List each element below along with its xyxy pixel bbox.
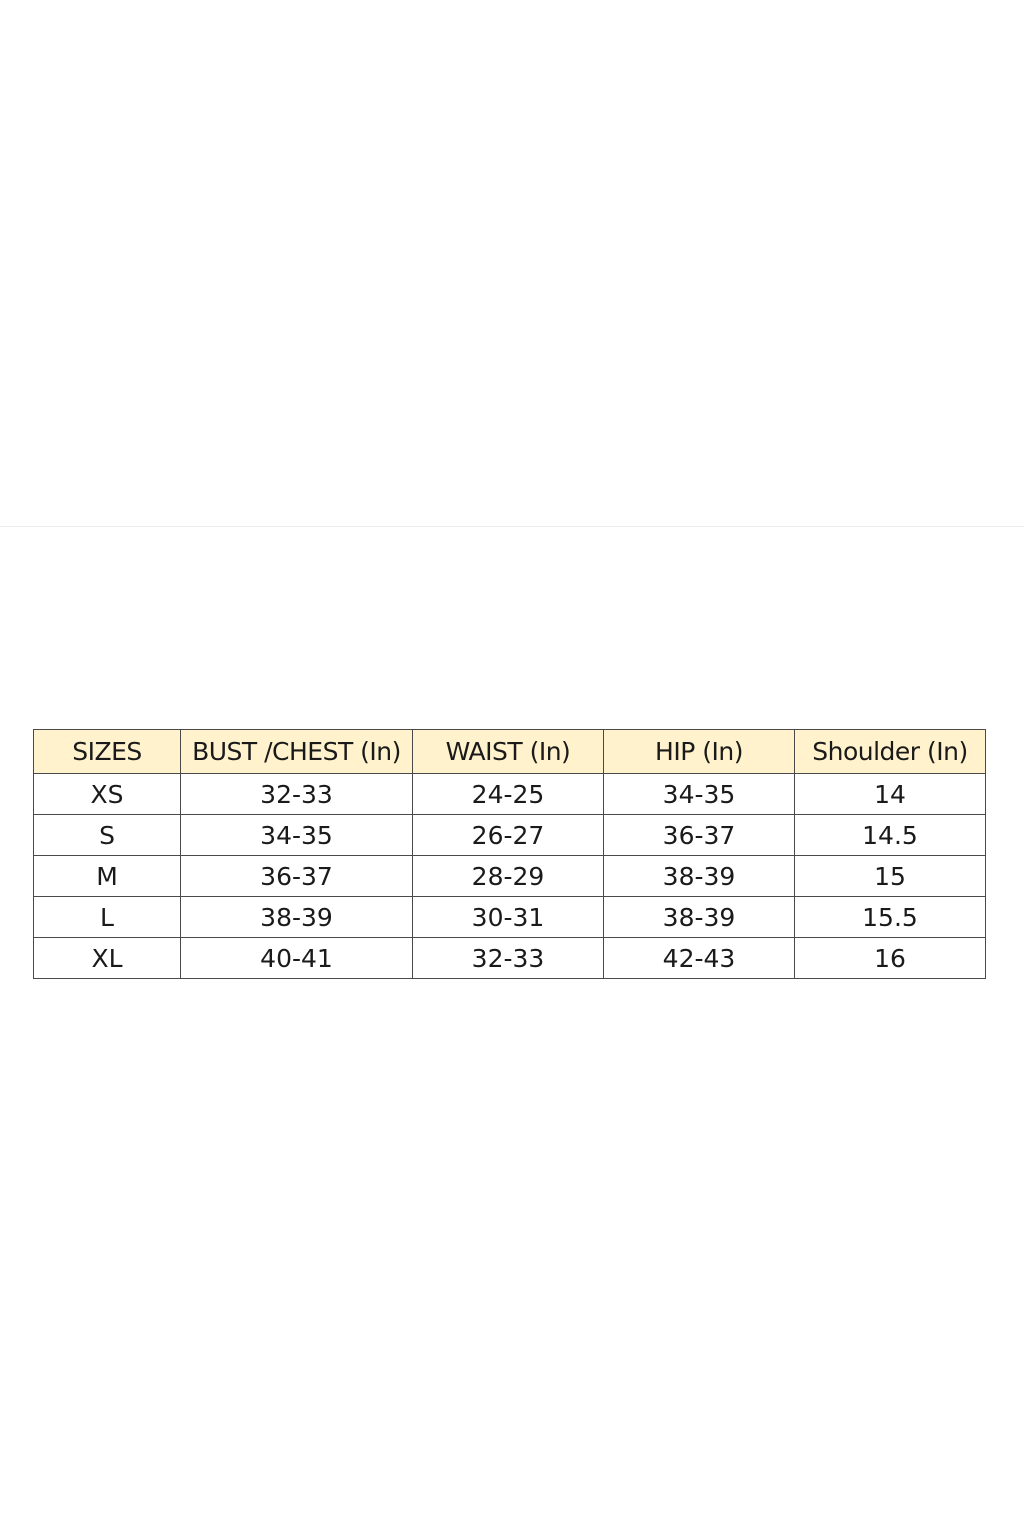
size-chart-table: [33, 729, 986, 979]
shoulder-cell: 15: [795, 856, 986, 897]
waist-cell: 24-25: [413, 774, 604, 815]
size-cell: XL: [34, 938, 181, 979]
table-row: [34, 938, 986, 979]
bust-cell: 36-37: [181, 856, 413, 897]
hip-cell: 34-35: [604, 774, 795, 815]
table-row: [34, 897, 986, 938]
hip-cell: 42-43: [604, 938, 795, 979]
shoulder-cell: 14.5: [795, 815, 986, 856]
hip-cell: 38-39: [604, 856, 795, 897]
table-row: [34, 856, 986, 897]
table-body: [34, 774, 986, 979]
header-row: [34, 730, 986, 774]
header-waist: WAIST (In): [413, 730, 604, 774]
hip-cell: 38-39: [604, 897, 795, 938]
size-cell: XS: [34, 774, 181, 815]
table-header: [34, 730, 986, 774]
header-bust-chest: BUST /CHEST (In): [181, 730, 413, 774]
table-row: [34, 774, 986, 815]
header-shoulder: Shoulder (In): [795, 730, 986, 774]
shoulder-cell: 16: [795, 938, 986, 979]
bust-cell: 38-39: [181, 897, 413, 938]
header-hip: HIP (In): [604, 730, 795, 774]
divider-line: [0, 526, 1024, 527]
table-row: [34, 815, 986, 856]
bust-cell: 40-41: [181, 938, 413, 979]
hip-cell: 36-37: [604, 815, 795, 856]
size-cell: L: [34, 897, 181, 938]
header-sizes: SIZES: [34, 730, 181, 774]
waist-cell: 28-29: [413, 856, 604, 897]
waist-cell: 32-33: [413, 938, 604, 979]
size-cell: S: [34, 815, 181, 856]
bust-cell: 34-35: [181, 815, 413, 856]
shoulder-cell: 15.5: [795, 897, 986, 938]
bust-cell: 32-33: [181, 774, 413, 815]
waist-cell: 30-31: [413, 897, 604, 938]
waist-cell: 26-27: [413, 815, 604, 856]
size-cell: M: [34, 856, 181, 897]
shoulder-cell: 14: [795, 774, 986, 815]
